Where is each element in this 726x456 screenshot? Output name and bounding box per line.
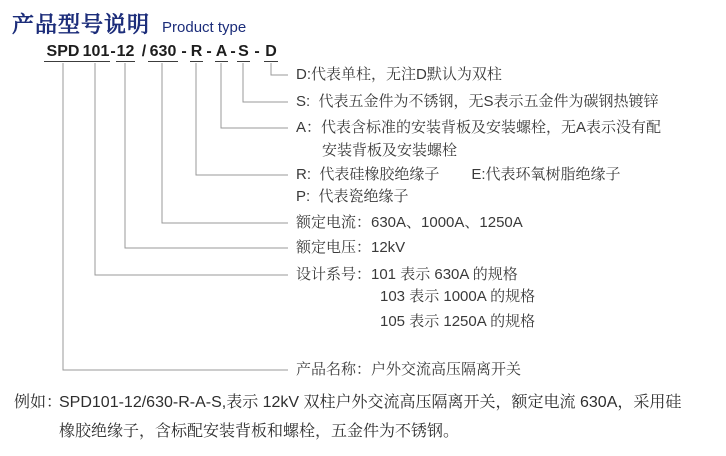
connector-line-series	[95, 63, 288, 275]
model-hyphen: -	[181, 43, 187, 60]
model-segment-r: R	[190, 43, 203, 60]
model-segment-spd: SPD	[44, 43, 82, 62]
connector-line-s	[243, 63, 288, 102]
annotation-a-line1: A：代表含标准的安装背板及安装螺栓，无A表示没有配	[296, 119, 662, 136]
example-line2: 橡胶绝缘子，含标配安装背板和螺栓，五金件为不锈钢。	[59, 423, 460, 440]
annotation-design-series-3: 105 表示 1250A 的规格	[380, 313, 536, 330]
annotation-e: E:代表环氧树脂绝缘子	[471, 166, 621, 183]
annotation-rated-voltage: 额定电压：12kV	[296, 239, 406, 256]
model-hyphen: -	[110, 43, 116, 60]
model-slash: /	[141, 43, 147, 60]
connector-line-d	[271, 63, 288, 75]
annotation-r-e	[296, 165, 621, 185]
model-segment-s: S	[238, 43, 249, 60]
model-hyphen: -	[254, 43, 260, 60]
annotation-a-line2: 安装背板及安装螺栓	[322, 142, 458, 159]
example-line1: SPD101-12/630-R-A-S,表示 12kV 双柱户外交流高压隔离开关，额定电流 630A，采用硅	[59, 394, 682, 411]
connector-line-current	[162, 63, 288, 223]
annotation-design-series-2: 103 表示 1000A 的规格	[380, 288, 536, 305]
model-hyphen: -	[230, 43, 236, 60]
model-segment-voltage: 12	[116, 43, 135, 60]
model-segment-series: 101	[82, 43, 110, 60]
connector-line-a	[221, 63, 288, 128]
annotation-p: P: 代表瓷绝缘子	[296, 188, 409, 205]
connector-line-name	[63, 63, 288, 370]
annotation-d: D:代表单柱，无注D默认为双柱	[296, 66, 502, 83]
example-prefix: 例如：	[14, 394, 63, 411]
annotation-rated-current: 额定电流：630A、1000A、1250A	[296, 214, 523, 231]
annotation-r: R: 代表硅橡胶绝缘子	[296, 166, 440, 183]
connector-line-voltage	[125, 63, 288, 248]
annotation-design-series-1: 设计系号：101 表示 630A 的规格	[296, 266, 518, 283]
connector-line-r	[196, 63, 288, 175]
annotation-s: S: 代表五金件为不锈钢，无S表示五金件为碳钢热镀锌	[296, 93, 659, 110]
model-segment-d: D	[265, 43, 277, 60]
model-segment-a: A	[215, 43, 228, 60]
annotation-product-name: 产品名称：户外交流高压隔离开关	[296, 361, 522, 378]
model-hyphen: -	[206, 43, 212, 60]
model-segment-current: 630	[149, 43, 177, 60]
page-title-zh: 产品型号说明	[12, 12, 151, 37]
page-title-en: Product type	[162, 19, 247, 36]
